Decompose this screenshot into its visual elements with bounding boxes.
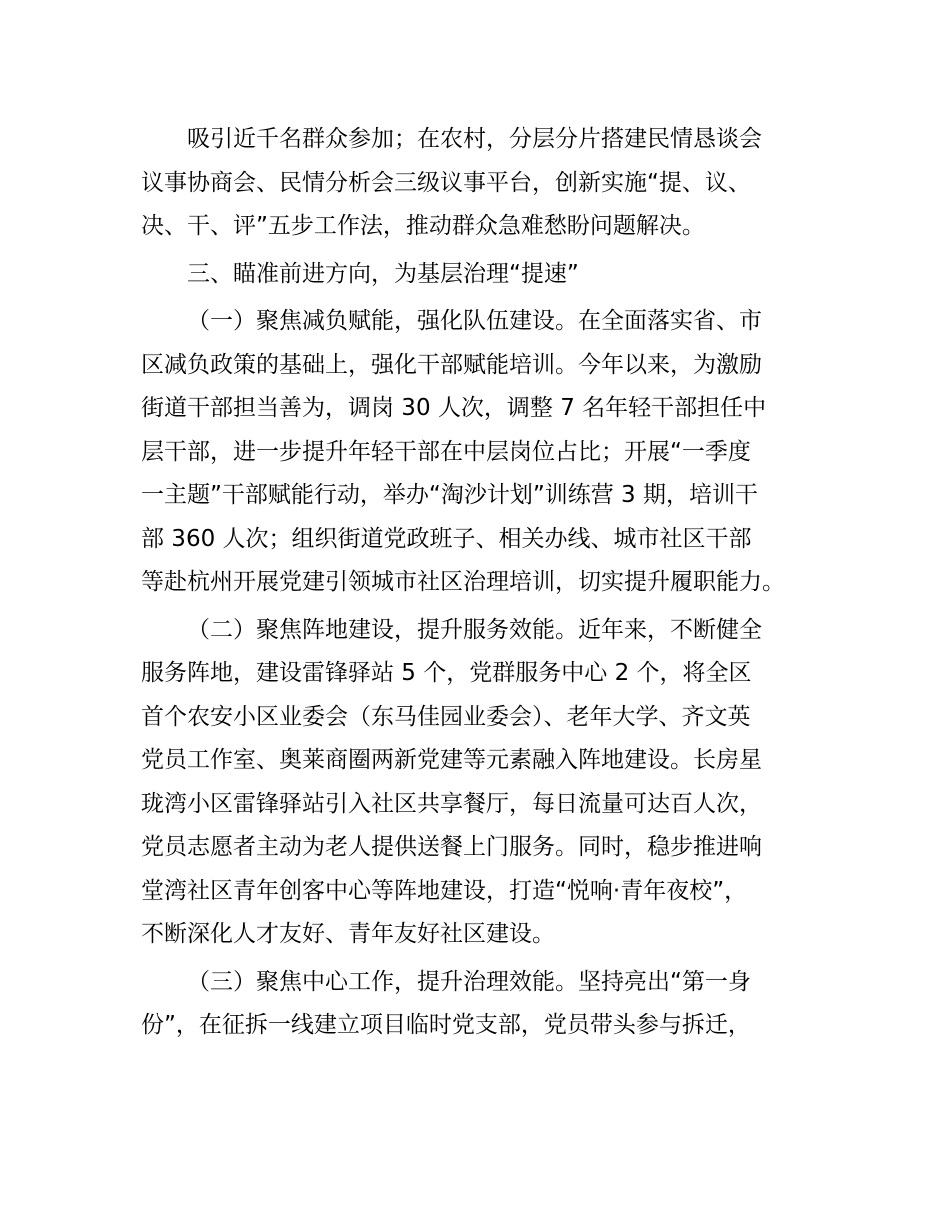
- text-line: 一主题”干部赋能行动，举办“淘沙计划”训练营 3 期，培训干: [141, 482, 759, 508]
- text-line: 党员工作室、奥莱商圈两新党建等元素融入阵地建设。长房星: [141, 747, 762, 773]
- text-line: 珑湾小区雷锋驿站引入社区共享餐厅，每日流量可达百人次，: [141, 790, 762, 817]
- text-line: 决、干、评”五步工作法，推动群众急难愁盼问题解决。: [141, 213, 705, 239]
- paragraph-3: [141, 961, 831, 1048]
- text-line: （一）聚焦减负赋能，强化队伍建设。在全面落实省、市: [187, 308, 762, 334]
- document-body: [141, 118, 831, 1048]
- text-line: 首个农安小区业委会（东马佳园业委会）、老年大学、齐文英: [141, 703, 751, 730]
- text-line: （三）聚焦中心工作，提升治理效能。坚持亮出“第一身: [187, 968, 751, 995]
- text-line: （二）聚焦阵地建设，提升服务效能。近年来，不断健全: [187, 616, 762, 643]
- text-line: 部 360 人次；组织街道党政班子、相关办线、城市社区干部: [141, 525, 752, 552]
- text-line: 等赴杭州开展党建引领城市社区治理培训，切实提升履职能力。: [141, 569, 785, 595]
- text-line: 不断深化人才友好、青年友好社区建设。: [141, 921, 555, 947]
- paragraph-continuation: [141, 118, 831, 249]
- text-line: 堂湾社区青年创客中心等阵地建设，打造“悦响·青年夜校”，: [141, 877, 748, 904]
- section-heading: [141, 253, 831, 297]
- text-line: 服务阵地，建设雷锋驿站 5 个，党群服务中心 2 个，将全区: [141, 660, 752, 686]
- text-line: 街道干部担当善为，调岗 30 人次，调整 7 名年轻干部担任中: [141, 395, 767, 421]
- text-line: 议事协商会、民情分析会三级议事平台，创新实施“提、议、: [141, 169, 751, 196]
- text-line: 吸引近千名群众参加；在农村，分层分片搭建民情恳谈会: [187, 126, 762, 152]
- text-line: 区减负政策的基础上，强化干部赋能培训。今年以来，为激励: [141, 351, 762, 378]
- text-line: 层干部，进一步提升年轻干部在中层岗位占比；开展“一季度: [141, 438, 751, 465]
- heading-text: 三、瞄准前进方向，为基层治理“提速”: [187, 260, 579, 287]
- text-line: 份”，在征拆一线建立项目临时党支部，党员带头参与拆迁，: [141, 1012, 751, 1038]
- text-line: 党员志愿者主动为老人提供送餐上门服务。同时，稳步推进响: [141, 834, 762, 860]
- paragraph-1: [141, 300, 831, 605]
- paragraph-2: [141, 609, 831, 957]
